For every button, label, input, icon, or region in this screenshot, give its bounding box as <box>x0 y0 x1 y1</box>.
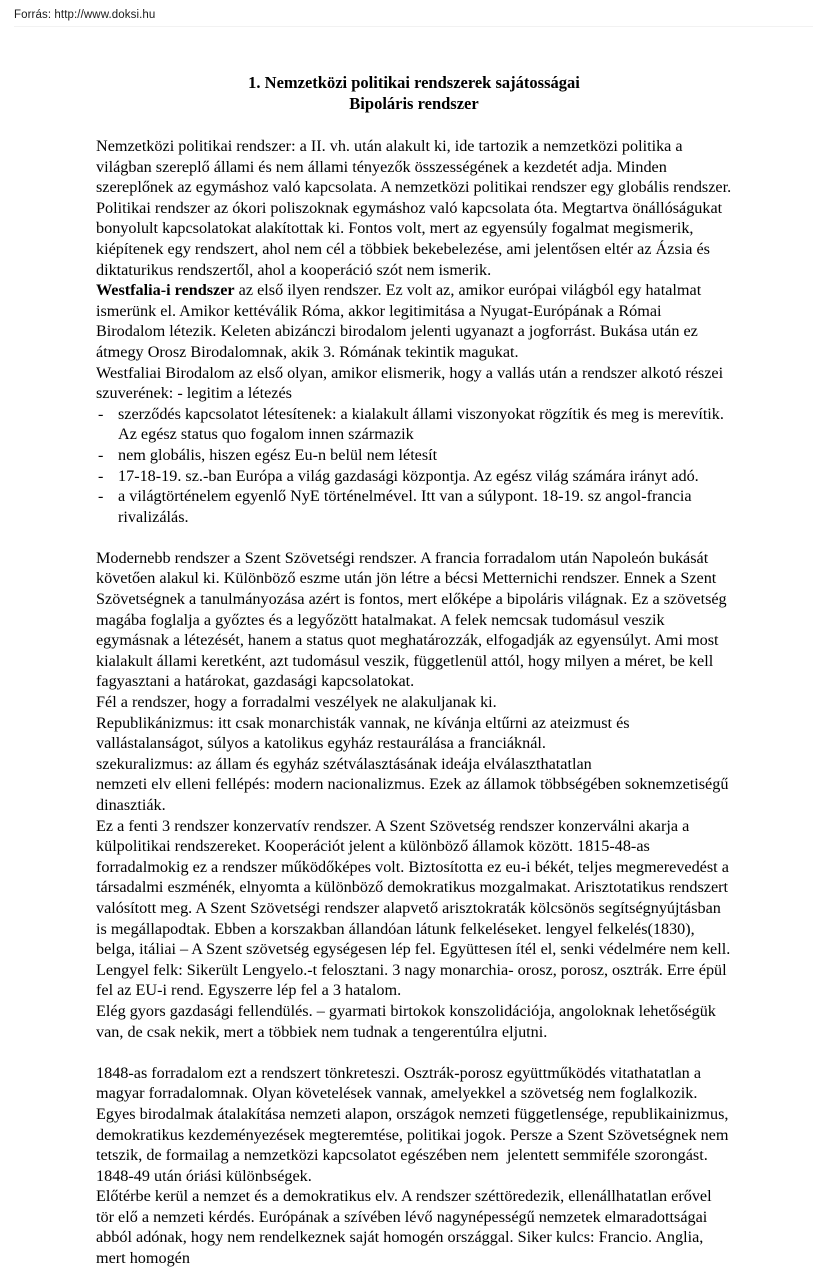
paragraph-westfaliai-birodalom: Westfaliai Birodalom az első olyan, amikor elismerik, hogy a vallás után a rendszer alkotó részei szuverének: - legitim a létezés <box>96 363 728 403</box>
document-header <box>14 9 813 31</box>
list-item <box>96 404 732 445</box>
paragraph-nemzeti-elv: nemzeti elv elleni fellépés: modern nacionalizmus. Ezek az államok többségében soknemzetiségű dinasztiák. <box>96 775 733 814</box>
list-item <box>96 486 732 527</box>
title-line-secondary: Bipoláris rendszer <box>349 94 479 113</box>
dash-marker-icon: - <box>98 466 104 485</box>
paragraph-gazdasagi-fellendules: Elég gyors gazdasági fellendülés. – gyarmati birtokok konszolidációja, angoloknak lehetőségük van, de csak nekik, mert a többiek nem tudnak a tengerentúlra eljutni. <box>96 1001 720 1041</box>
paragraph-intro: Nemzetközi politikai rendszer: a II. vh. után alakult ki, ide tartozik a nemzetközi politika a világban szereplő állami és nem állami tényezők összességének a kezdetét adja. Minden szereplőnek az egymáshoz való kapcsolata. A nemzetközi politikai rendszer egy globális rendszer. Politikai rendszer az ókori poliszoknak egymáshoz való kapcsolata óta. Megtartva önállóságukat bonyolult kapcsolatokat alakítottak ki. Fontos volt, mert az egyensúly fogalmat megismerik, kiépítenek egy rendszert, ahol nem cél a többiek bekebelezése, ami jelentősen eltér az Ázsia és diktaturikus rendszertől, ahol a kooperáció szót nem ismerik. <box>96 137 736 279</box>
paragraph-republikanizmus: Republikánizmus: itt csak monarchisták vannak, ne kívánja eltűrni az ateizmust és vallástalanságot, súlyos a katolikus egyház restaurálása a franciáknál. <box>96 713 634 753</box>
list-item-text: a világtörténelem egyenlő NyE történelmével. Itt van a súlypont. 18-19. sz angol-francia rivalizálás. <box>118 487 692 526</box>
westfalia-body: az első ilyen rendszer. Ez volt az, amikor európai világból egy hatalmat ismerünk el. Amikor kettéválik Róma, akkor legitimitása a Nyugat-Európának a Római Birodalom létezik. Keleten abizánczi birodalom jelenti ugyanazt a jogforrást. Bukása után ez átmegy Orosz Birodalomnak, akik 3. Rómának tekintik magukat. <box>96 281 706 361</box>
paragraph-1848-49-kulonbsegek: 1848-49 után óriási különbségek. <box>96 1166 312 1185</box>
paragraph-fel-a-rendszer: Fél a rendszer, hogy a forradalmi veszélyek ne alakuljanak ki. <box>96 693 497 712</box>
westfalia-bullet-list <box>96 404 732 528</box>
source-url-label: Forrás: http://www.doksi.hu <box>14 9 156 21</box>
paragraph-gap <box>96 527 732 548</box>
paragraph-szent-szovetseg: Modernebb rendszer a Szent Szövetségi rendszer. A francia forradalom után Napoleón bukását követően alakul ki. Különböző eszme után jön létre a bécsi Metternichi rendszer. Ennek a Szent Szövetségnek a tanulmányozása azért is fontos, mert előképe a bipoláris világnak. Ez a szövetség magába foglalja a győztes és a legyőzött hatalmakat. A felek nemcsak tudomásul veszik egymásnak a létezését, hanem a status quot meghatározzák, elfogadják az egyensúlyt. Ami most kialakult állami keretként, azt tudomásul veszik, függetlenül attól, hogy milyen a méret, be kell fagyasztani a határokat, gazdasági kapcsolatokat. <box>96 548 731 691</box>
paragraph-1848-forradalom: 1848-as forradalom ezt a rendszert tönkreteszi. Osztrák-porosz együttműködés vitathatatlan a magyar forradalomnak. Olyan követelések vannak, amelyekkel a szövetség nem foglalkozik. Egyes birodalmak átalakítása nemzeti alapon, országok nemzeti függetlensége, republikainizmus, demokratikus kezdeményezések megteremtése, politikai jogok. Persze a Szent Szövetségnek nem tetszik, de formailag a nemzetközi kapcsolatot egészében nem jelentett semmiféle szorongást. <box>96 1063 733 1165</box>
dash-marker-icon: - <box>98 404 104 423</box>
list-item-text: nem globális, hiszen egész Eu-n belül nem létesít <box>118 445 438 464</box>
paragraph-nemzet-demokratikus-elv: Előtérbe kerül a nemzet és a demokratikus elv. A rendszer széttöredezik, ellenállhatatlan erővel tör elő a nemzeti kérdés. Európának a szívében lévő nagynépességű nemzetek elmaradottságai abból adónak, hogy nem rendelkeznek saját homogén országgal. Siker kulcs: Francio. Anglia, mert homogén <box>96 1187 716 1268</box>
title-line-primary: 1. Nemzetközi politikai rendszerek sajátosságai <box>248 73 580 92</box>
header-divider <box>14 26 813 27</box>
paragraph-westfalia <box>96 280 732 362</box>
paragraph-konzervativ-rendszer: Ez a fenti 3 rendszer konzervatív rendszer. A Szent Szövetség rendszer konzerválni akarja a külpolitikai rendszereket. Kooperációt jelent a különböző államok között. 1815-48-as forradalmokig ez a rendszer működőképes volt. Biztosította ez eu-i békét, teljes megmerevedést a társadalmi eszménék, elnyomta a különböző demokratikus mozgalmakat. Arisztotatikus rendszert valósított meg. A Szent Szövetségi rendszer alapvető arisztokraták kölcsönös segítségnyújtásban is megállapodtak. Ebben a korszakban állandóan látunk felkeléseket. lengyel felkelés(1830), belga, itáliai – A Szent szövetség egységesen lép fel. Együttesen ítél el, senki védelmére nem kell. <box>96 816 733 959</box>
document-body <box>96 72 736 1269</box>
list-item-text: szerződés kapcsolatot létesítenek: a kialakult állami viszonyokat rögzítik és meg is merevítik. Az egész status quo fogalom innen származik <box>118 404 724 444</box>
list-item <box>96 466 732 487</box>
list-item <box>96 445 732 466</box>
paragraph-gap <box>96 1042 732 1063</box>
dash-marker-icon: - <box>98 445 104 464</box>
westfalia-bold-lead: Westfalia-i rendszer <box>96 281 235 300</box>
document-title <box>96 72 732 114</box>
list-item-text: 17-18-19. sz.-ban Európa a világ gazdasági központja. Az egész világ számára irányt adó. <box>118 466 699 485</box>
paragraph-szekuralizmus: szekuralizmus: az állam és egyház szétválasztásának ideája elválaszthatatlan <box>96 754 592 773</box>
paragraph-lengyel-felkeles: Lengyel felk: Sikerült Lengyelo.-t felosztani. 3 nagy monarchia- orosz, porosz, osztrák. Erre épül fel az EU-i rend. Egyszerre lép fel a 3 hatalom. <box>96 960 731 1000</box>
dash-marker-icon: - <box>98 487 104 506</box>
